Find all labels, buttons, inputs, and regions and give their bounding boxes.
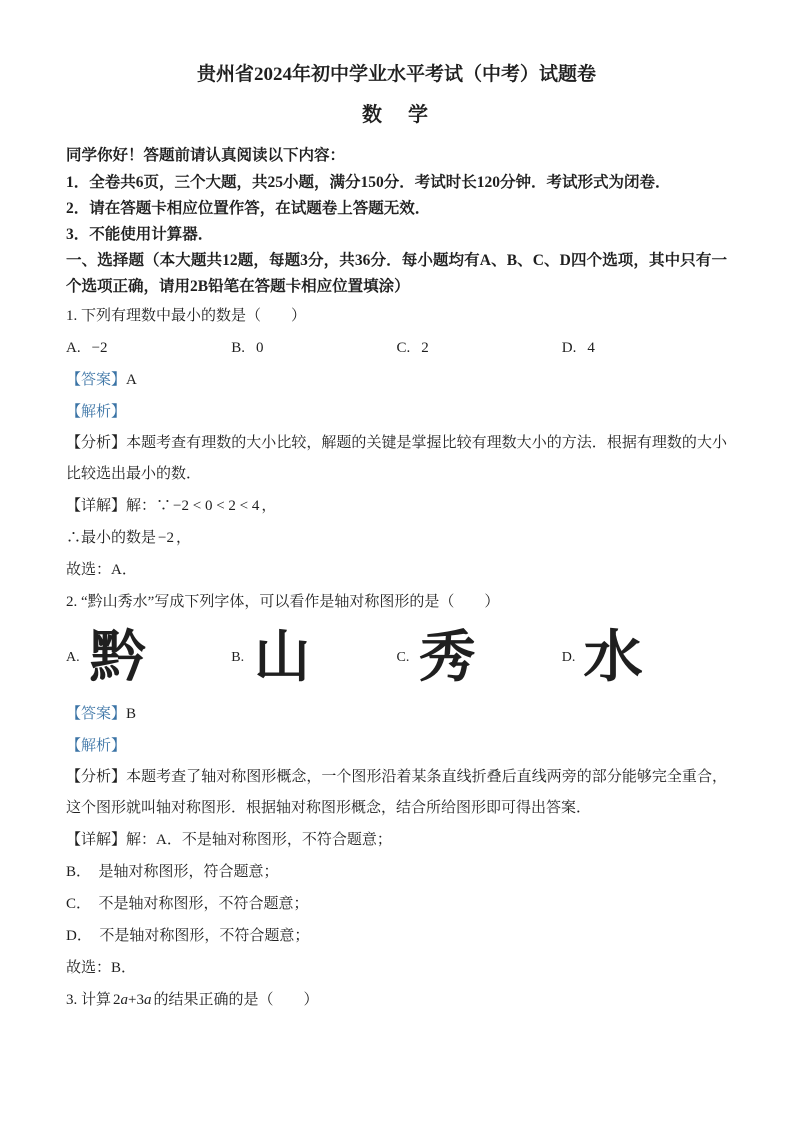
- q1-options: [66, 332, 727, 364]
- q1-option-d-value: 4: [587, 340, 595, 356]
- q3-stem: [66, 984, 727, 1016]
- q1-option-b-label: B.: [231, 340, 246, 356]
- q2-conclusion: 故选：B．: [66, 960, 137, 976]
- q3-math-coef-1: 2: [113, 992, 121, 1008]
- q1-detail2-math: −2: [158, 530, 174, 546]
- q2-option-d-label: D.: [561, 650, 576, 665]
- q2-options: [66, 618, 727, 698]
- section-heading: 一、选择题（本大题共12题，每题3分，共36分．每小题均有A、B、C、D四个选项，其中只有一个选项正确，请用2B铅笔在答题卡相应位置填涂）: [66, 252, 727, 295]
- q3-math-var-1: a: [120, 992, 129, 1008]
- q2-detail-line-1: 【详解】解：A．不是轴对称图形，不符合题意；: [66, 832, 392, 848]
- q1-answer-label: 【答案】: [66, 372, 127, 388]
- q1-option-c-value: 2: [421, 340, 429, 356]
- q2-answer-value: B: [126, 706, 137, 722]
- notice-line-2: 2．请在答题卡相应位置作答，在试题卷上答题无效．: [66, 200, 431, 217]
- q2-answer-label: 【答案】: [66, 706, 127, 722]
- notice-line-1: 1．全卷共6页，三个大题，共25小题，满分150分．考试时长120分钟．考试形式为闭卷．: [66, 174, 671, 191]
- q2-detail-line-3: C． 不是轴对称图形，不符合题意；: [66, 896, 309, 912]
- q1-analysis-header: [66, 396, 727, 428]
- q3-stem-math: [111, 992, 153, 1008]
- q2-analysis-tag: 【分析】: [66, 769, 127, 785]
- q2-option-c: [396, 627, 562, 689]
- q2-analysis-text: 本题考查了轴对称图形概念，一个图形沿着某条直线折叠后直线两旁的部分能够完全重合，这个图形就叫轴对称图形．根据轴对称图形概念，结合所给图形即可得出答案．: [66, 769, 727, 816]
- q1-option-a-value: −2: [91, 340, 108, 356]
- q1-option-b-value: 0: [256, 340, 264, 356]
- q2-option-a-label: A.: [66, 650, 80, 665]
- q1-detail-line-2: [66, 522, 727, 554]
- q1-answer-line: [66, 364, 727, 396]
- greeting-line: 同学你好！答题前请认真阅读以下内容：: [66, 147, 346, 164]
- q3-math-var-2: a: [143, 992, 152, 1008]
- q2-option-b-label: B.: [231, 650, 245, 665]
- q2-option-d-calligraphy-char: 水: [583, 627, 644, 689]
- q1-option-d: [562, 332, 727, 364]
- q2-analysis-paragraph: [66, 762, 727, 824]
- q1-stem: 1. 下列有理数中最小的数是（ ）: [66, 308, 307, 324]
- q3-stem-prefix: 3. 计算: [66, 992, 112, 1008]
- q1-analysis-paragraph: [66, 428, 727, 490]
- notice-line-3: 3．不能使用计算器．: [66, 226, 214, 243]
- q2-answer-line: [66, 698, 727, 730]
- q2-stem: 2. “黔山秀水”写成下列字体，可以看作是轴对称图形的是（ ）: [66, 594, 500, 610]
- q1-detail2-suffix: ，: [175, 530, 191, 546]
- q2-analysis-label: 【解析】: [66, 738, 127, 754]
- q1-option-a: [66, 332, 231, 364]
- q1-answer-value: A: [126, 372, 137, 388]
- q1-analysis-tag: 【分析】: [66, 435, 127, 451]
- q3-math-coef-2: +3: [128, 992, 144, 1008]
- q1-detail-suffix: ，: [261, 498, 277, 514]
- q2-option-a: [66, 627, 231, 689]
- q1-conclusion: 故选：A．: [66, 562, 137, 578]
- q1-option-a-label: A.: [66, 340, 81, 356]
- q1-analysis-label: 【解析】: [66, 404, 127, 420]
- q1-detail-line-1: [66, 490, 727, 522]
- page-title: 贵州省2024年初中学业水平考试（中考）试题卷: [196, 64, 596, 85]
- q1-detail2-prefix: ∴最小的数是: [66, 530, 157, 546]
- q2-option-c-label: C.: [396, 650, 410, 665]
- subject-title: 数 学: [362, 104, 431, 126]
- q2-option-b: [231, 627, 396, 689]
- q1-option-c-label: C.: [396, 340, 411, 356]
- q1-option-b: [231, 332, 396, 364]
- q1-detail-prefix: 解：∵: [126, 498, 172, 514]
- q1-analysis-text: 本题考查有理数的大小比较，解题的关键是掌握比较有理数大小的方法．根据有理数的大小比较选出最小的数．: [66, 435, 727, 482]
- q1-option-d-label: D.: [561, 340, 577, 356]
- q2-option-d: [561, 627, 727, 689]
- q2-option-b-calligraphy-char: 山: [254, 627, 311, 689]
- q2-detail-line-2: B． 是轴对称图形，符合题意；: [66, 864, 279, 880]
- q3-stem-suffix: 的结果正确的是（ ）: [153, 992, 319, 1008]
- q2-option-c-calligraphy-char: 秀: [417, 627, 478, 689]
- q2-analysis-header: [66, 730, 727, 762]
- q2-detail-line-4: D． 不是轴对称图形，不符合题意；: [66, 928, 310, 944]
- q1-detail-tag: 【详解】: [66, 498, 127, 514]
- q1-option-c: [397, 332, 562, 364]
- q1-detail-math: −2 < 0 < 2 < 4: [173, 498, 260, 514]
- q2-option-a-calligraphy-char: 黔: [89, 627, 146, 689]
